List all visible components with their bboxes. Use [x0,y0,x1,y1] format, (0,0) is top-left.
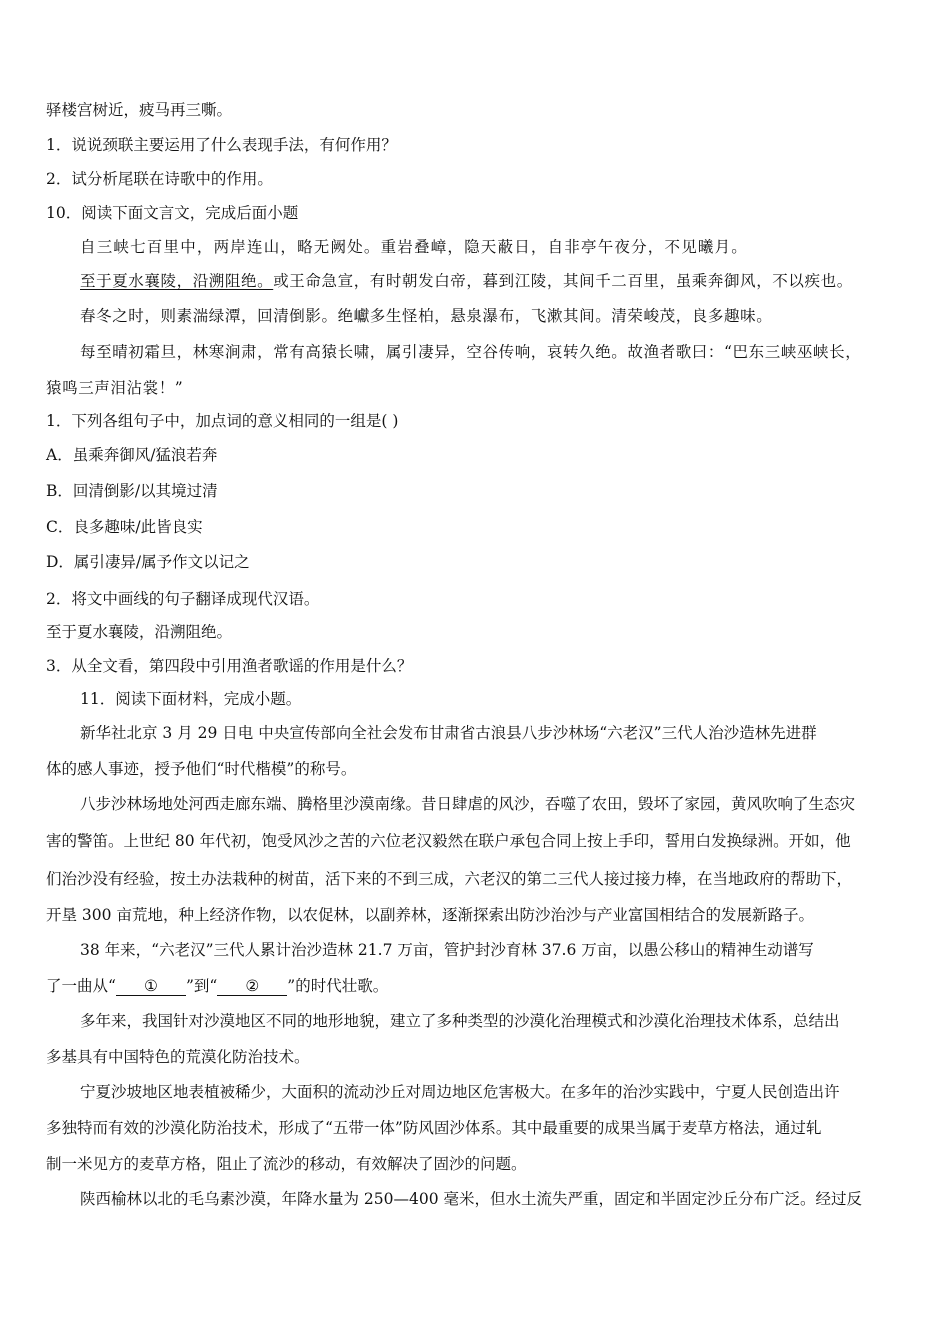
option-b: B．回清倒影/以其境过清 [46,482,218,500]
subquestion-3: 3．从全文看，第四段中引用渔者歌谣的作用是什么？ [46,657,413,675]
subquestion-1: 1．下列各组句子中，加点词的意义相同的一组是( ) [46,412,399,430]
section-10-heading: 10．阅读下面文言文，完成后面小题 [46,204,299,222]
classical-text-para-3: 春冬之时，则素湍绿潭，回清倒影。绝巘多生怪柏，悬泉瀑布，飞漱其间。清荣峻茂，良多趣味。 [80,307,773,325]
blank-2: ② [217,977,287,996]
material-para-1-cont: 体的感人事迹，授予他们“时代楷模”的称号。 [46,760,357,778]
material-para-5-line-2: 多独特而有效的沙漠化防治技术，形成了“五带一体”防风固沙体系。其中最重要的成果当属于麦草方格法，通过轧 [46,1119,822,1137]
question-1: 1．说说颈联主要运用了什么表现手法，有何作用？ [46,136,397,154]
classical-text-para-4-cont: 猿鸣三声泪沾裳！” [46,379,184,397]
material-para-5: 宁夏沙坡地区地表植被稀少，大面积的流动沙丘对周边地区危害极大。在多年的治沙实践中，宁夏人民创造出许 [80,1083,840,1101]
classical-text-para-1: 自三峡七百里中，两岸连山，略无阙处。重岩叠嶂，隐天蔽日，自非亭午夜分，不见曦月。 [80,238,749,256]
material-para-1: 新华社北京 3 月 29 日电 中央宣传部向全社会发布甘肃省古浪县八步沙林场“六老汉”三代人治沙造林先进群 [80,724,817,742]
material-para-3-cont: 了一曲从“ ① ”到“ ② ”的时代壮歌。 [46,977,389,995]
classical-text-para-2: 至于夏水襄陵，沿溯阻绝。或王命急宣，有时朝发白帝，暮到江陵，其间千二百里，虽乘奔御风，不以疾也。 [80,272,853,290]
translation-sentence: 至于夏水襄陵，沿溯阻绝。 [46,623,233,641]
poem-last-line: 驿楼宫树近，疲马再三嘶。 [46,101,233,119]
material-para-4-cont: 多基具有中国特色的荒漠化防治技术。 [46,1048,310,1066]
option-c: C．良多趣味/此皆良实 [46,518,203,536]
material-para-4: 多年来，我国针对沙漠地区不同的地形地貌，建立了多种类型的沙漠化治理模式和沙漠化治理技术体系，总结出 [80,1012,840,1030]
section-11-heading: 11．阅读下面材料，完成小题。 [80,690,302,708]
classical-text-para-4: 每至晴初霜旦，林寒涧肃，常有高猿长啸，属引凄异，空谷传响，哀转久绝。故渔者歌曰：“巴东三峡巫峡长， [80,343,862,361]
option-a: A．虽乘奔御风/猛浪若奔 [46,446,218,464]
option-d: D．属引凄异/属予作文以记之 [46,553,250,571]
material-para-2: 八步沙林场地处河西走廊东端、腾格里沙漠南缘。昔日肆虐的风沙，吞噬了农田，毁坏了家园，黄风吹响了生态灾 [80,795,856,813]
material-para-2-line-3: 们治沙没有经验，按土办法栽种的树苗，活下来的不到三成，六老汉的第二三代人接过接力棒，在当地政府的帮助下， [46,870,853,888]
material-para-6: 陕西榆林以北的毛乌素沙漠，年降水量为 250—400 毫米，但水土流失严重，固定和半固定沙丘分布广泛。经过反 [80,1190,863,1208]
underlined-sentence: 至于夏水襄陵，沿溯阻绝。 [80,272,274,290]
material-para-2-line-2: 害的警笛。上世纪 80 年代初，饱受风沙之苦的六位老汉毅然在联户承包合同上按上手印，誓用白发换绿洲。开如，他 [46,832,851,850]
subquestion-2: 2．将文中画线的句子翻译成现代汉语。 [46,590,320,608]
material-para-3: 38 年来，“六老汉”三代人累计治沙造林 21.7 万亩，管护封沙育林 37.6 万亩，以愚公移山的精神生动谱写 [80,941,814,959]
material-para-2-line-4: 开垦 300 亩荒地，种上经济作物，以农促林，以副养林，逐渐探索出防沙治沙与产业富国相结合的发展新路子。 [46,906,814,924]
material-para-5-line-3: 制一米见方的麦草方格，阻止了流沙的移动，有效解决了固沙的问题。 [46,1155,527,1173]
question-2: 2．试分析尾联在诗歌中的作用。 [46,170,273,188]
blank-1: ① [116,977,186,996]
